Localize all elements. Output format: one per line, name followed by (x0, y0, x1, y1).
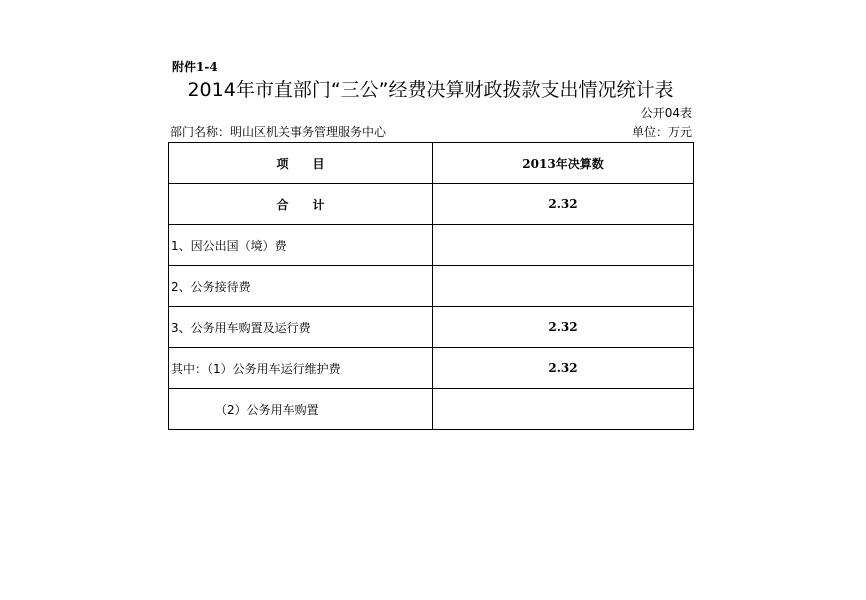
header-amount: 2013年决算数 (433, 143, 694, 184)
row-label: 1、因公出国（境）费 (169, 225, 433, 266)
row-label: 3、公务用车购置及运行费 (169, 307, 433, 348)
table-row (169, 389, 694, 430)
table-row (169, 225, 694, 266)
department-name: 部门名称：明山区机关事务管理服务中心 (170, 125, 387, 139)
row-value: 2.32 (433, 348, 694, 389)
row-label: （2）公务用车购置 (169, 389, 433, 430)
form-code: 公开04表 (640, 106, 692, 120)
table-row (169, 307, 694, 348)
row-value (433, 266, 694, 307)
total-label: 合 计 (169, 184, 433, 225)
unit-label: 单位：万元 (631, 125, 692, 139)
row-value (433, 225, 694, 266)
expenditure-table (168, 142, 694, 430)
table-header-row (169, 143, 694, 184)
header-item: 项 目 (169, 143, 433, 184)
row-label: 其中：（1）公务用车运行维护费 (169, 348, 433, 389)
row-value: 2.32 (433, 307, 694, 348)
row-value (433, 389, 694, 430)
table-row-total (169, 184, 694, 225)
total-value: 2.32 (433, 184, 694, 225)
table-row (169, 348, 694, 389)
page-title: 2014年市直部门“三公”经费决算财政拨款支出情况统计表 (187, 79, 674, 101)
row-label: 2、公务接待费 (169, 266, 433, 307)
table-row (169, 266, 694, 307)
attachment-label: 附件1-4 (172, 60, 218, 74)
